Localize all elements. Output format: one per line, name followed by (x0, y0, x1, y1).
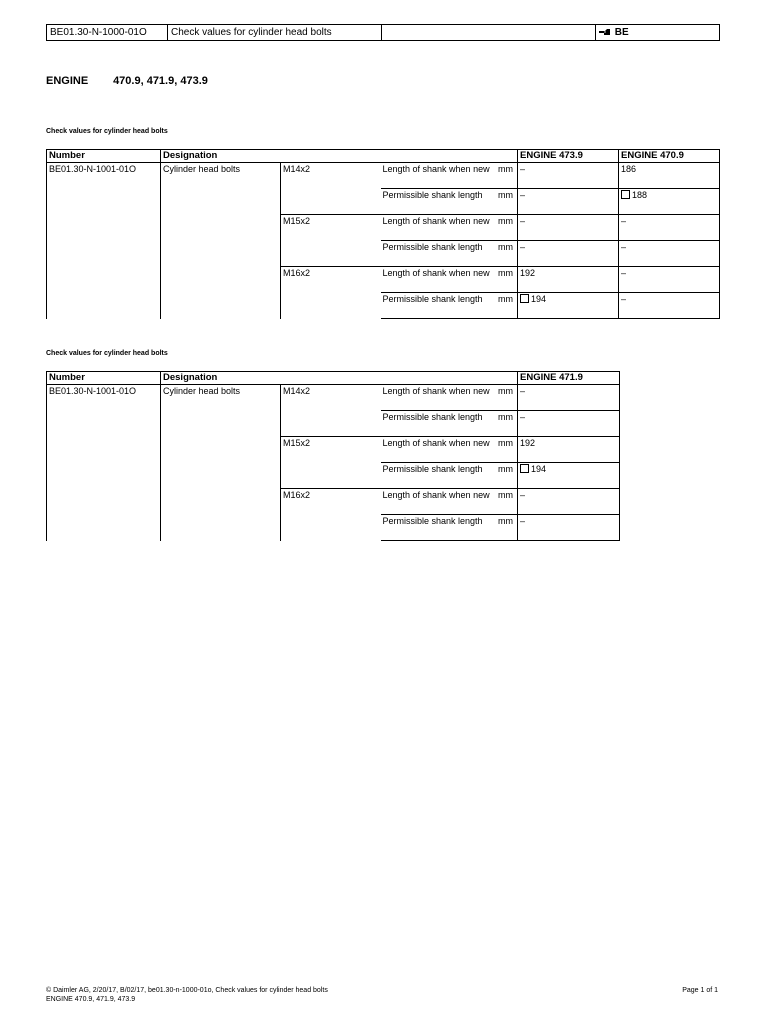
value-e1 (518, 385, 620, 411)
value-e2 (619, 189, 720, 215)
parameter (383, 412, 516, 422)
value-text: – (520, 242, 526, 252)
value-text: 188 (632, 190, 648, 200)
footer-page-number: Page 1 of 1 (682, 987, 718, 994)
engine-title (46, 75, 208, 87)
header-designation: Designation (161, 372, 518, 385)
value-text: 192 (520, 438, 536, 448)
parameter-unit: mm (498, 490, 514, 500)
value-e2 (619, 241, 720, 267)
checkbox-icon (520, 294, 529, 303)
bolt-size: M15x2 (281, 437, 381, 489)
bolt-designation: Cylinder head bolts (161, 385, 281, 541)
parameter-cell (381, 189, 518, 215)
value-text: – (520, 516, 526, 526)
bolt-size: M14x2 (283, 386, 311, 396)
value-e1 (518, 293, 619, 319)
parameter-label: Permissible shank length (382, 294, 483, 304)
parameter-label: Permissible shank length (382, 516, 483, 526)
header-engine-e1: ENGINE 473.9 (518, 150, 619, 163)
engine-label: ENGINE (46, 75, 89, 87)
parameter-label: Length of shank when new (382, 164, 490, 174)
parameter-cell (381, 267, 518, 293)
value-e1 (518, 189, 619, 215)
parameter (383, 386, 516, 396)
parameter-cell (381, 411, 518, 437)
bolt-size: M16x2 (281, 267, 381, 319)
value-e1 (518, 267, 619, 293)
parameter-unit: mm (498, 412, 514, 422)
bolt-number: BE01.30-N-1001-01O (47, 163, 161, 319)
value-text: 192 (520, 268, 536, 278)
parameter-label: Permissible shank length (382, 190, 483, 200)
value-text: 186 (621, 164, 637, 174)
parameter-cell (381, 515, 518, 541)
table1-caption: Check values for cylinder head bolts (46, 128, 168, 135)
value-e1 (518, 163, 619, 189)
parameter-cell (381, 385, 518, 411)
checkbox-icon (520, 464, 529, 473)
parameter-cell (381, 215, 518, 241)
value-text: – (520, 412, 526, 422)
page-footer (46, 986, 718, 1004)
value-text: – (621, 268, 627, 278)
value-e1 (518, 215, 619, 241)
parameter-cell (381, 241, 518, 267)
value-e1 (518, 463, 620, 489)
value-text: – (520, 216, 526, 226)
parameter-cell (381, 489, 518, 515)
parameter-unit: mm (498, 516, 514, 526)
parameter-label: Length of shank when new (382, 216, 490, 226)
footer-engine: ENGINE 470.9, 471.9, 473.9 (46, 996, 136, 1003)
parameter-label: Permissible shank length (382, 464, 483, 474)
parameter-label: Permissible shank length (382, 412, 483, 422)
check-values-table-473-470 (46, 149, 720, 319)
parameter (383, 216, 516, 226)
parameter (383, 268, 516, 278)
table-header-row (47, 150, 720, 163)
document-header (46, 24, 720, 41)
parameter (383, 242, 516, 252)
value-text: 194 (531, 464, 547, 474)
parameter-label: Length of shank when new (382, 386, 490, 396)
parameter-cell (381, 437, 518, 463)
value-e1 (518, 437, 620, 463)
bolt-designation: Cylinder head bolts (161, 163, 281, 319)
value-e2 (619, 267, 720, 293)
parameter-unit: mm (498, 242, 514, 252)
parameter-unit: mm (498, 216, 514, 226)
parameter-unit: mm (498, 386, 514, 396)
parameter (383, 164, 516, 174)
header-badge-label: BE (614, 27, 629, 38)
value-text: 194 (531, 294, 547, 304)
value-text: – (621, 216, 627, 226)
parameter-label: Length of shank when new (382, 268, 490, 278)
parameter (383, 490, 516, 500)
value-e1 (518, 411, 620, 437)
parameter (383, 464, 516, 474)
parameter (383, 516, 516, 526)
value-e1 (518, 489, 620, 515)
header-badge (596, 25, 720, 41)
value-text: – (621, 242, 627, 252)
parameter-unit: mm (498, 268, 514, 278)
engine-models: 470.9, 471.9, 473.9 (113, 75, 208, 87)
header-designation: Designation (161, 150, 518, 163)
value-text: – (520, 164, 526, 174)
header-number: Number (47, 372, 161, 385)
header-doc-id: BE01.30-N-1000-01O (47, 25, 168, 41)
header-title: Check values for cylinder head bolts (168, 25, 382, 41)
bolt-number: BE01.30-N-1001-01O (47, 385, 161, 541)
parameter-unit: mm (498, 294, 514, 304)
parameter-cell (381, 163, 518, 189)
parameter (383, 438, 516, 448)
table-row (47, 163, 720, 189)
header-engine-e1: ENGINE 471.9 (518, 372, 620, 385)
value-e2 (619, 215, 720, 241)
table-header-row (47, 372, 620, 385)
parameter-unit: mm (498, 164, 514, 174)
bolt-size: M14x2 (283, 164, 311, 174)
header-number: Number (47, 150, 161, 163)
value-e2 (619, 163, 720, 189)
parameter-cell (381, 463, 518, 489)
footer-copyright: © Daimler AG, 2/20/17, B/02/17, be01.30-n-1000-01o, Check values for cylinder head bolts (46, 987, 328, 994)
parameter-label: Permissible shank length (382, 242, 483, 252)
parameter-unit: mm (498, 464, 514, 474)
value-e2 (619, 293, 720, 319)
parameter (383, 190, 516, 200)
parameter-label: Length of shank when new (382, 438, 490, 448)
value-text: – (520, 386, 526, 396)
value-e1 (518, 241, 619, 267)
hand-pointer-icon (599, 28, 611, 36)
table-row (47, 385, 620, 411)
value-text: – (520, 490, 526, 500)
bolt-size: M15x2 (281, 215, 381, 267)
parameter-unit: mm (498, 190, 514, 200)
header-engine-e2: ENGINE 470.9 (619, 150, 720, 163)
parameter-label: Length of shank when new (382, 490, 490, 500)
header-empty-cell (382, 25, 596, 41)
bolt-size: M16x2 (281, 489, 381, 541)
table2-caption: Check values for cylinder head bolts (46, 350, 168, 357)
parameter-cell (381, 293, 518, 319)
value-text: – (520, 190, 526, 200)
value-e1 (518, 515, 620, 541)
parameter (383, 294, 516, 304)
checkbox-icon (621, 190, 630, 199)
check-values-table-471 (46, 371, 620, 541)
parameter-unit: mm (498, 438, 514, 448)
value-text: – (621, 294, 627, 304)
